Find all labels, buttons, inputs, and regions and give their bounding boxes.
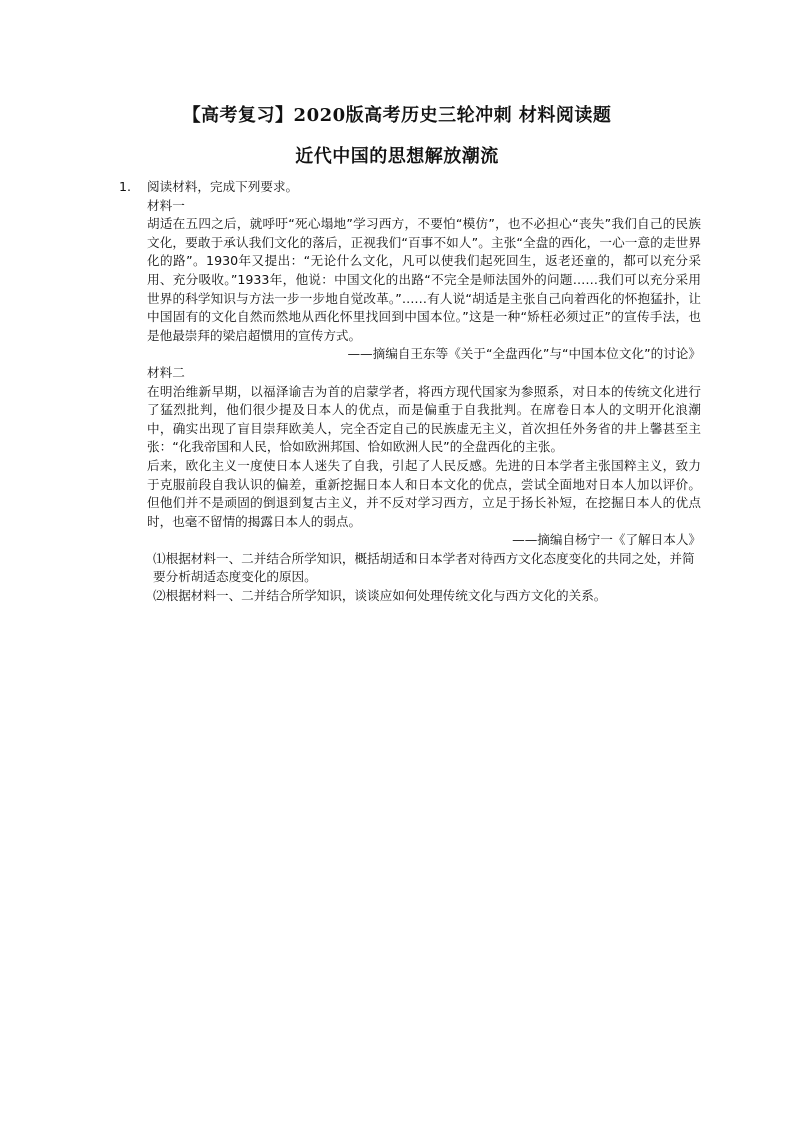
material-2-source: ——摘编自杨宁一《了解日本人》 bbox=[512, 532, 701, 548]
document-subtitle: 近代中国的思想解放潮流 bbox=[295, 146, 499, 167]
sub-question-1: ⑴根据材料一、二并结合所学知识，概括胡适和日本学者对待西方文化态度变化的共同之处，并简要分析胡适态度变化的原因。 bbox=[153, 550, 695, 585]
question-number: 1. bbox=[119, 179, 132, 194]
material-2-text-2: 后来，欧化主义一度使日本人迷失了自我，引起了人民反感。先进的日本学者主张国粹主义，致力于克服前段自我认识的偏差，重新挖掘日本人和日本文化的优点，尝试全面地对日本人加以评价。但他们并不是顽固的倒退到复古主义，并不反对学习西方，立足于扬长补短，在挖掘日本人的优点时，也毫不留情的揭露日本人的弱点。 bbox=[147, 457, 701, 529]
sub-question-2: ⑵根据材料一、二并结合所学知识，谈谈应如何处理传统文化与西方文化的关系。 bbox=[153, 588, 607, 604]
question-block bbox=[119, 178, 701, 606]
document-title: 【高考复习】2020版高考历史三轮冲刺 材料阅读题 bbox=[182, 105, 612, 126]
material-2-label: 材料二 bbox=[147, 364, 185, 380]
question-prompt: 阅读材料，完成下列要求。 bbox=[147, 179, 299, 194]
material-1-source: ——摘编自王东等《关于“全盘西化”与“中国本位文化”的讨论》 bbox=[347, 346, 701, 362]
material-1-text: 胡适在五四之后，就呼吁“死心塌地”学习西方，不要怕“模仿”，也不必担心“丧失”我们自己的民族文化，要敢于承认我们文化的落后，正视我们“百事不如人”。主张“全盘的西化，一心一意的走世界化的路”。1930年又提出：“无论什么文化，凡可以使我们起死回生，返老还童的，都可以充分采用、充分吸收。”1933年，他说：中国文化的出路“不完全是师法国外的问题……我们可以充分采用世界的科学知识与方法一步一步地自觉改革。”……有人说“胡适是主张自己向着西化的怀抱猛扑，让中国固有的文化自然而然地从西化怀里找回到中国本位。”这是一种“矫枉必须过正”的宣传手法，也是他最崇拜的梁启超惯用的宣传方式。 bbox=[147, 216, 701, 343]
material-2-text-1: 在明治维新早期，以福泽谕吉为首的启蒙学者，将西方现代国家为参照系，对日本的传统文化进行了猛烈批判，他们很少提及日本人的优点，而是偏重于自我批判。在席卷日本人的文明开化浪潮中，确实出现了盲目崇拜欧美人，完全否定自己的民族虚无主义，首次担任外务省的井上馨甚至主张：“化我帝国和人民，恰如欧洲邦国、恰如欧洲人民”的全盘西化的主张。 bbox=[147, 383, 701, 455]
material-1-label: 材料一 bbox=[147, 197, 185, 213]
